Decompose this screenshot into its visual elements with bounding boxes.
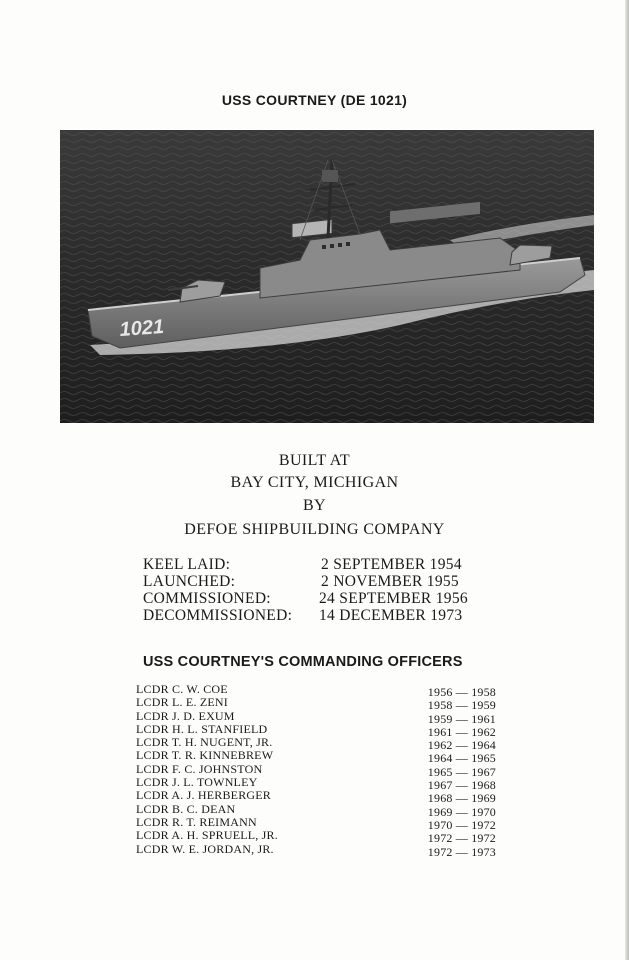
milestone-date: 24 SEPTEMBER 1956 xyxy=(319,590,468,607)
officer-name: LCDR F. C. JOHNSTON xyxy=(136,761,263,776)
officer-row xyxy=(136,748,496,766)
officers-heading: USS COURTNEY'S COMMANDING OFFICERS xyxy=(143,654,463,670)
officer-row xyxy=(136,828,496,846)
officer-name: LCDR T. H. NUGENT, JR. xyxy=(136,735,273,750)
officer-row xyxy=(136,761,496,779)
officer-row xyxy=(136,814,496,832)
officer-years: 1965 — 1967 xyxy=(427,764,496,779)
officer-name: LCDR R. T. REIMANN xyxy=(136,814,257,829)
officer-years: 1962 — 1964 xyxy=(427,738,496,753)
officer-years: 1958 — 1959 xyxy=(427,698,496,713)
officer-years: 1961 — 1962 xyxy=(427,724,496,739)
officer-row xyxy=(136,721,496,739)
officer-name: LCDR J. D. EXUM xyxy=(136,708,235,723)
officer-years: 1972 — 1973 xyxy=(427,844,496,859)
officer-row xyxy=(136,708,496,726)
officer-years: 1967 — 1968 xyxy=(427,778,496,793)
officer-row xyxy=(136,735,496,753)
officer-years: 1970 — 1972 xyxy=(427,817,496,832)
built-location-line: BAY CITY, MICHIGAN xyxy=(230,474,399,491)
officer-name: LCDR H. L. STANFIELD xyxy=(136,721,268,736)
built-at-line: BUILT AT xyxy=(278,452,351,469)
milestone-label: LAUNCHED: xyxy=(143,573,236,590)
officer-name: LCDR J. L. TOWNLEY xyxy=(136,775,258,790)
officer-years: 1972 — 1972 xyxy=(427,831,496,846)
milestone-date: 14 DECEMBER 1973 xyxy=(319,607,463,624)
page-title: USS COURTNEY (DE 1021) xyxy=(221,92,408,108)
officer-name: LCDR C. W. COE xyxy=(136,682,228,696)
officer-name: LCDR W. E. JORDAN, JR. xyxy=(136,841,274,856)
officer-name: LCDR L. E. ZENI xyxy=(136,695,228,710)
built-by-line: BY xyxy=(302,497,327,514)
officer-name: LCDR T. R. KINNEBREW xyxy=(136,748,274,763)
officer-row xyxy=(136,801,496,819)
officer-name: LCDR A. H. SPRUELL, JR. xyxy=(136,828,278,843)
officer-years: 1968 — 1969 xyxy=(427,791,496,806)
hull-number: 1021 xyxy=(118,315,165,341)
officer-row xyxy=(136,788,496,806)
milestone-label: KEEL LAID: xyxy=(143,556,231,573)
officer-years: 1964 — 1965 xyxy=(427,751,496,766)
officer-row xyxy=(136,682,496,699)
builder-name-line: DEFOE SHIPBUILDING COMPANY xyxy=(184,521,445,538)
ship-photo xyxy=(60,130,594,423)
officer-name: LCDR A. J. HERBERGER xyxy=(136,788,272,803)
officer-name: LCDR B. C. DEAN xyxy=(136,801,236,816)
officer-row xyxy=(136,841,496,859)
milestone-date: 2 SEPTEMBER 1954 xyxy=(321,556,462,573)
officer-years: 1956 — 1958 xyxy=(427,685,496,699)
officer-years: 1969 — 1970 xyxy=(427,804,496,819)
officer-row xyxy=(136,775,496,793)
officer-row xyxy=(136,695,496,713)
milestones-table xyxy=(143,556,483,628)
milestone-label: COMMISSIONED: xyxy=(143,590,271,607)
milestone-label: DECOMMISSIONED: xyxy=(143,607,293,624)
officer-years: 1959 — 1961 xyxy=(427,711,496,726)
officers-list xyxy=(136,682,496,859)
milestone-date: 2 NOVEMBER 1955 xyxy=(321,573,459,590)
